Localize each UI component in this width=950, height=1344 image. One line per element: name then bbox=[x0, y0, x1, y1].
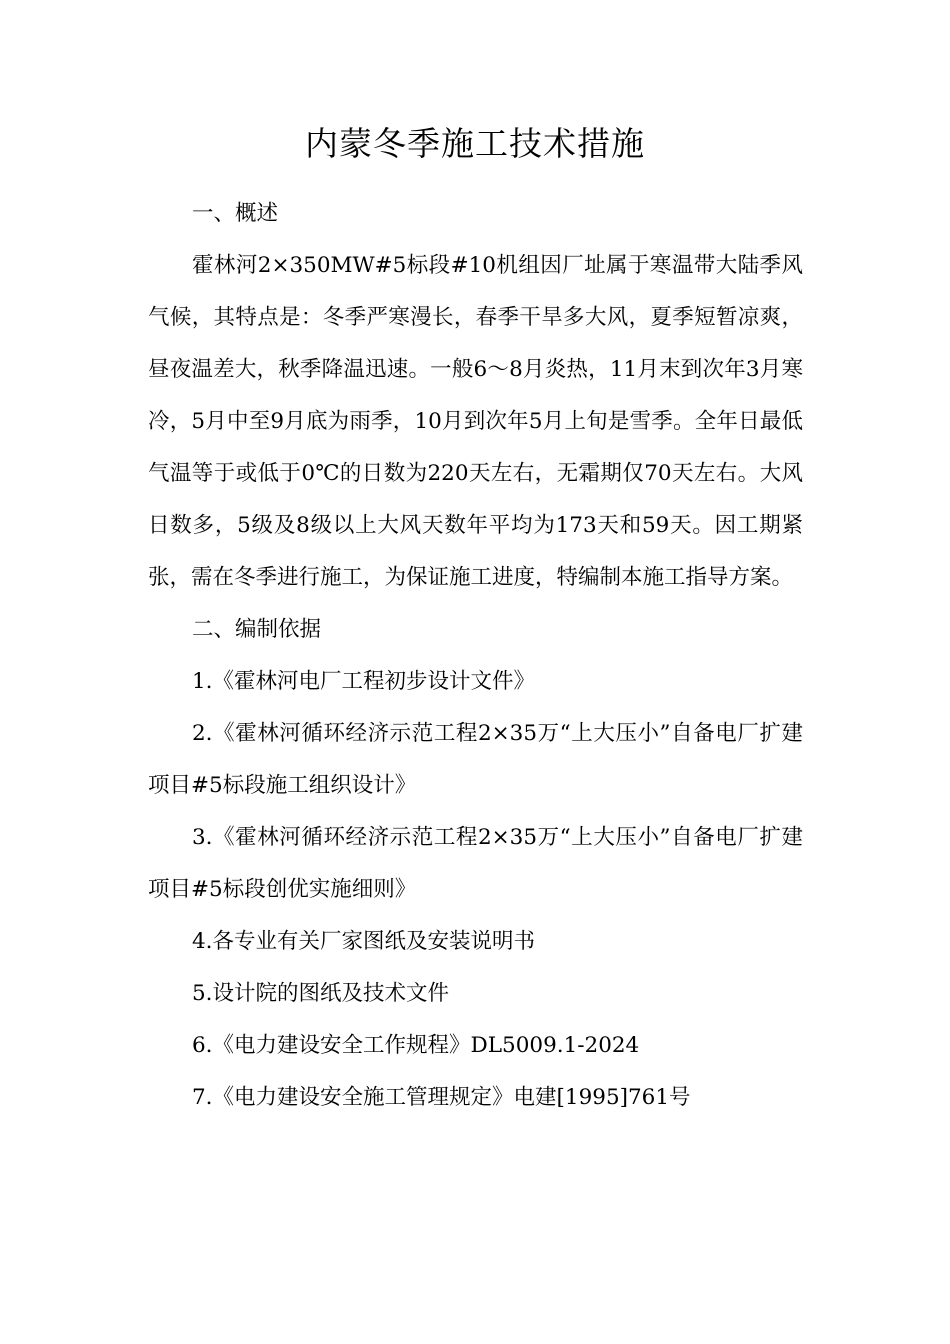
document-body bbox=[148, 188, 803, 1124]
basis-item-2: 2.《霍林河循环经济示范工程2×35万“上大压小”自备电厂扩建项目#5标段施工组织设计》 bbox=[148, 721, 803, 798]
overview-paragraph: 霍林河2×350MW#5标段#10机组因厂址属于寒温带大陆季风气候，其特点是：冬季严寒漫长，春季干旱多大风，夏季短暂凉爽，昼夜温差大，秋季降温迅速。一般6～8月炎热，11月末到次年3月寒冷，5月中至9月底为雨季，10月到次年5月上旬是雪季。全年日最低气温等于或低于0℃的日数为220天左右，无霜期仅70天左右。大风日数多，5级及8级以上大风天数年平均为173天和59天。因工期紧张，需在冬季进行施工，为保证施工进度，特编制本施工指导方案。 bbox=[148, 253, 803, 590]
section-heading-basis: 二、编制依据 bbox=[192, 617, 322, 642]
basis-item-5: 5.设计院的图纸及技术文件 bbox=[192, 981, 450, 1006]
basis-item-3: 3.《霍林河循环经济示范工程2×35万“上大压小”自备电厂扩建项目#5标段创优实施细则》 bbox=[148, 825, 803, 902]
section-heading-overview: 一、概述 bbox=[192, 201, 279, 226]
basis-item-4: 4.各专业有关厂家图纸及安装说明书 bbox=[192, 929, 536, 954]
basis-item-7: 7.《电力建设安全施工管理规定》电建[1995]761号 bbox=[192, 1085, 691, 1110]
basis-item-6: 6.《电力建设安全工作规程》DL5009.1-2024 bbox=[192, 1033, 640, 1058]
basis-item-1: 1.《霍林河电厂工程初步设计文件》 bbox=[192, 669, 536, 694]
document-title: 内蒙冬季施工技术措施 bbox=[305, 124, 645, 163]
